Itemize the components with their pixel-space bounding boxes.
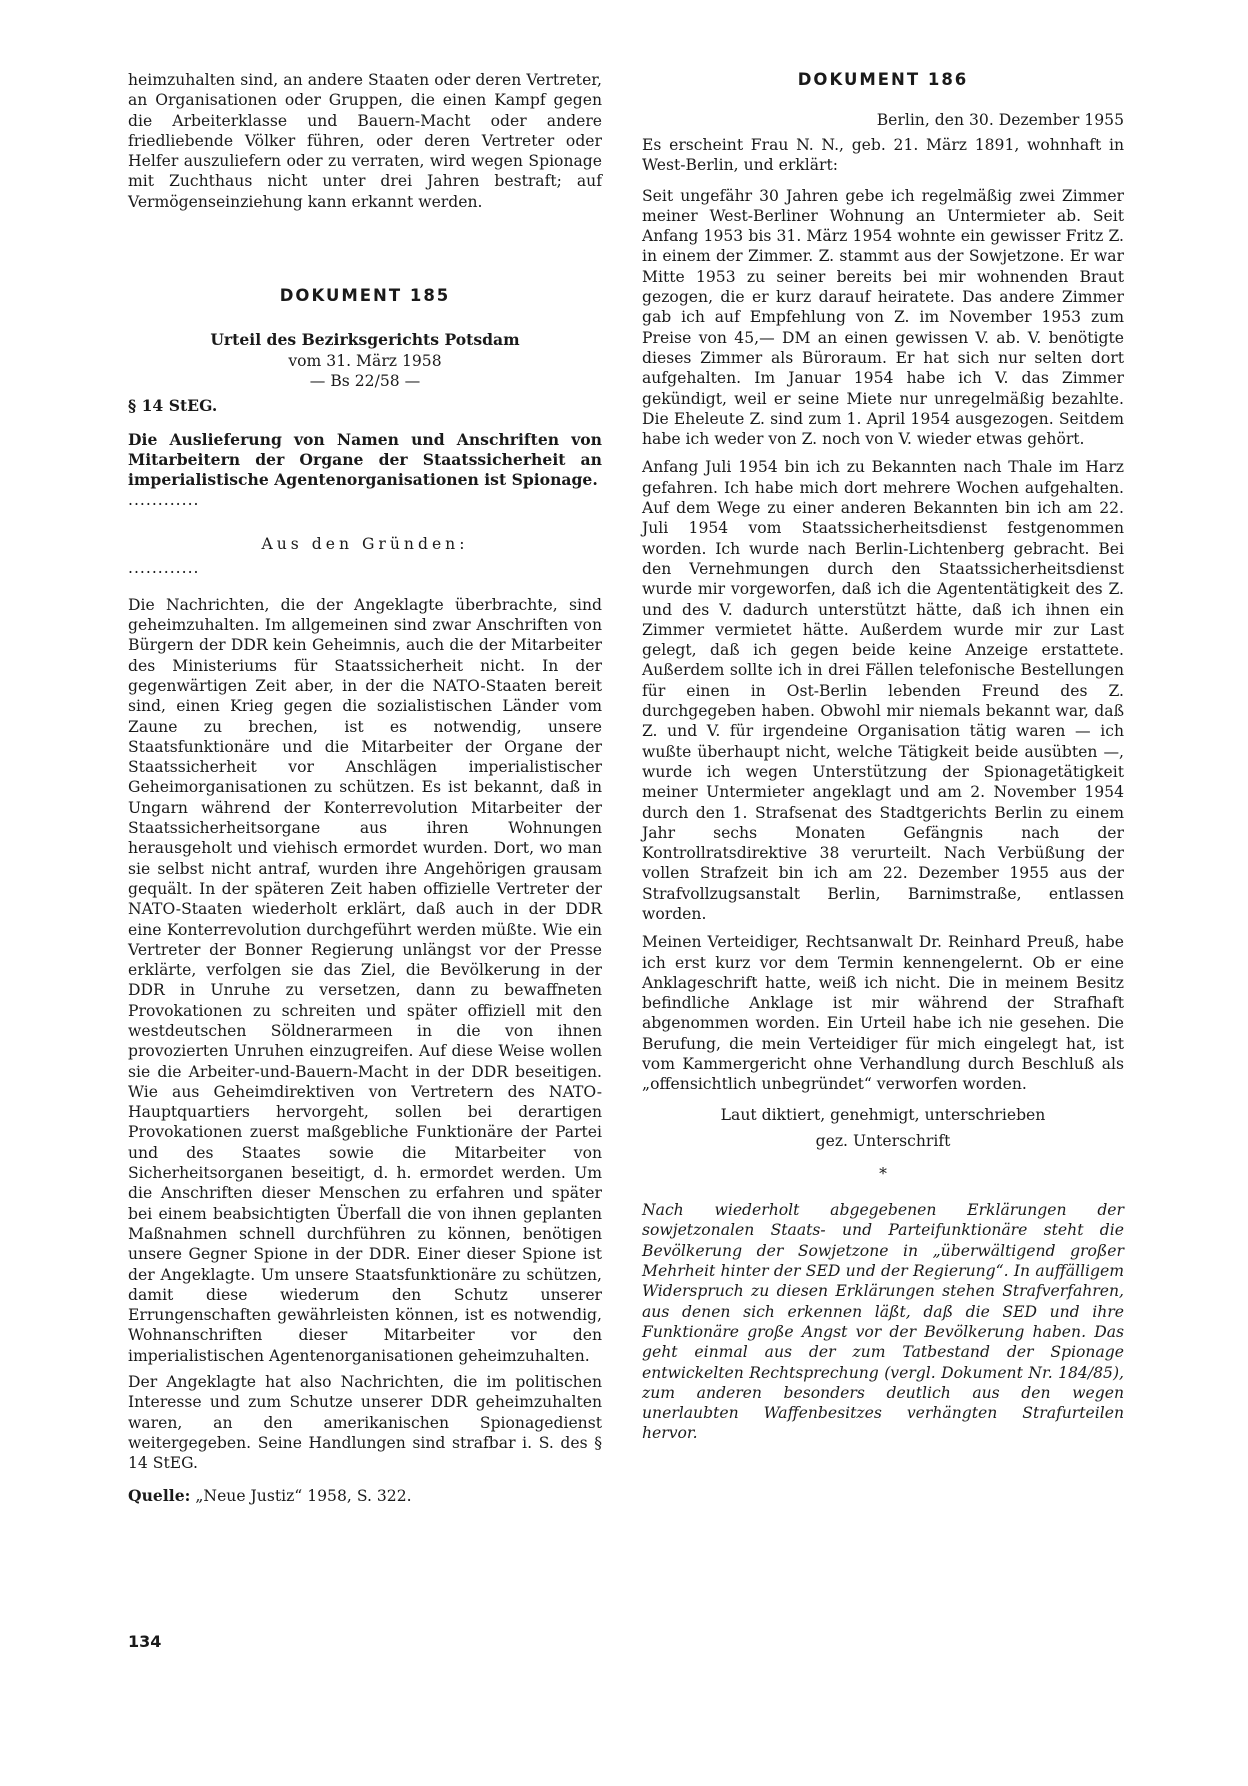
page-number: 134: [128, 1632, 162, 1651]
source-text: „Neue Justiz“ 1958, S. 322.: [195, 1486, 412, 1505]
reasons-paragraph-1: Die Nachrichten, die der Angeklagte überbrachte, sind geheimzuhalten. Im allgemeinen sind zwar Anschriften von Bürgern der DDR kein Geheimnis, auch die der Mitarbeiter des Ministeriums für Staatssicherheit nicht. In der gegenwärtigen Zeit aber, in der die NATO-Staaten bereit sind, einen Krieg gegen die sozialistischen Länder vom Zaune zu brechen, ist es notwendig, unsere Staatsfunktionäre und die Mitarbeiter der Organe der Staatssicherheit vor Anschlägen imperialistischer Geheimorganisationen zu schützen. Es ist bekannt, daß in Ungarn während der Konterrevolution Mitarbeiter der Staatssicherheitsorgane aus ihren Wohnungen herausgeholt und viehisch ermordet wurden. Dort, wo man sie selbst nicht antraf, wurden ihre Angehörigen grausam gequält. In der späteren Zeit haben offizielle Vertreter der NATO-Staaten wiederholt erklärt, daß auch in der DDR eine Konterrevolution durchgeführt werden müßte. Wie ein Vertreter der Bonner Regierung unlängst vor der Presse erklärte, verfolgen sie das Ziel, die Bevölkerung in der DDR in Unruhe zu versetzen, dann zu bewaffneten Provokationen zu schreiten und später offiziell mit den westdeutschen Söldnerarmeen in die von ihnen provozierten Unruhen einzugreifen. Auf diese Weise wollen sie die Arbeiter-und-Bauern-Macht in der DDR beseitigen. Wie aus Geheimdirektiven von Vertretern des NATO-Hauptquartiers hervorgeht, sollen bei derartigen Provokationen zuerst maßgebliche Funktionäre der Partei und des Staates sowie die Mitarbeiter von Sicherheitsorganen beseitigt, d. h. ermordet werden. Um die Anschriften dieser Menschen zu erfahren und später bei einem beabsichtigten Überfall die von ihnen geplanten Maßnahmen schnell durchführen zu können, benötigen unsere Gegner Spione in der DDR. Einer dieser Spione ist der Angeklagte. Um unsere Staatsfunktionäre zu schützen, damit diese wiederum den Schutz unserer Errungenschaften gewährleisten können, ist es notwendig, Wohnanschriften dieser Mitarbeiter vor den imperialistischen Agentenorganisationen geheimzuhalten.: [128, 595, 602, 1365]
place-date: Berlin, den 30. Dezember 1955: [876, 111, 1124, 129]
verdict-date: vom 31. März 1958: [288, 351, 442, 370]
editorial-commentary: Nach wiederholt abgegebenen Erklärungen der sowjetzonalen Staats- und Parteifunktionäre steht die Bevölkerung der Sowjetzone in „überwältigend großer Mehrheit hinter der SED und der Regierung“. In auffälligem Widerspruch zu diesen Erklärungen stehen Strafverfahren, aus denen sich erkennen läßt, daß die SED und ihre Funktionäre große Angst vor der Bevölkerung haben. Das geht einmal aus der zum Tatbestand der Spionage entwickelten Rechtsprechung (vergl. Dokument Nr. 184/85), zum anderen besonders deutlich aus den wegen unerlaubten Waffenbesitzes verhängten Strafurteilen hervor.: [642, 1201, 1124, 1443]
right-column: [642, 70, 1124, 1444]
document-186-heading: DOKUMENT 186: [797, 70, 969, 89]
document-185-heading: DOKUMENT 185: [279, 286, 451, 306]
omission-dots-2: ............: [128, 558, 200, 577]
statement-paragraph-3: Meinen Verteidiger, Rechtsanwalt Dr. Reinhard Preuß, habe ich erst kurz vor dem Termin kennengelernt. Ob er eine Anklageschrift hatte, weiß ich nicht. Die in meinem Besitz befindliche Anklage ist mir während der Strafhaft abgenommen worden. Ein Urteil habe ich nie gesehen. Die Berufung, die mein Verteidiger für mich eingelegt hat, ist vom Kammergericht ohne Verhandlung durch Beschluß als „offensichtlich unbegründet“ verworfen worden.: [642, 933, 1124, 1094]
statement-paragraph-1: Seit ungefähr 30 Jahren gebe ich regelmäßig zwei Zimmer meiner West-Berliner Wohnung an Untermieter ab. Seit Anfang 1953 bis 31. März 1954 wohnte ein gewisser Fritz Z. in einem der Zimmer. Z. stammt aus der Sowjetzone. Er war Mitte 1953 zu seiner bereits bei mir wohnenden Braut gezogen, die er kurz darauf heiratete. Das andere Zimmer gab ich auf Empfehlung von Z. im November 1953 zum Preise von 45,— DM an einen gewissen V. ab. V. benötigte dieses Zimmer als Büroraum. Er hat sich nur selten dort aufgehalten. Im Januar 1954 habe ich V. das Zimmer gekündigt, weil er seine Miete nur unregelmäßig bezahlte. Die Eheleute Z. sind zum 1. April 1954 ausgezogen. Seitdem habe ich weder von Z. noch von V. wieder etwas gehört.: [642, 186, 1124, 449]
intro-paragraph: heimzuhalten sind, an andere Staaten oder deren Vertreter, an Organisationen oder Gruppen, die einen Kampf gegen die Arbeiterklasse und Bauern-Macht oder andere friedliebende Völker führen, oder deren Vertreter oder Helfer auszuliefern oder zu verraten, wird wegen Spionage mit Zuchthaus nicht unter drei Jahren bestraft; auf Vermögenseinziehung kann erkannt werden.: [128, 71, 602, 211]
source-line: [128, 1486, 602, 1506]
omission-dots-1: ............: [128, 490, 200, 509]
case-number: — Bs 22/58 —: [309, 372, 421, 391]
signature-line: gez. Unterschrift: [815, 1132, 951, 1151]
headnote: Die Auslieferung von Namen und Anschriften von Mitarbeitern der Organe der Staatssicherheit an imperialistische Agentenorganisationen ist Spionage.: [128, 429, 602, 490]
separator-asterisk: *: [879, 1164, 887, 1183]
reasons-paragraph-2: Der Angeklagte hat also Nachrichten, die im politischen Interesse und zum Schutze unserer DDR geheimzuhalten waren, an den amerikanischen Spionagedienst weitergegeben. Seine Handlungen sind strafbar i. S. des § 14 StEG.: [128, 1373, 602, 1473]
reasons-heading: Aus den Gründen:: [261, 534, 469, 553]
legal-section: § 14 StEG.: [128, 395, 218, 415]
statement-paragraph-2: Anfang Juli 1954 bin ich zu Bekannten nach Thale im Harz gefahren. Ich habe mich dort mehrere Wochen aufgehalten. Auf dem Wege zu einer anderen Bekannten bin ich am 22. Juli 1954 vom Staatssicherheitsdienst festgenommen worden. Ich wurde nach Berlin-Lichtenberg gebracht. Bei den Vernehmungen durch den Staatssicherheitsdienst wurde mir vorgeworfen, daß ich die Agententätigkeit des Z. und des V. dadurch unterstützt hätte, daß ich ihnen ein Zimmer vermietet hätte. Außerdem wurde mir zur Last gelegt, daß ich gegen beide keine Anzeige erstattete. Außerdem sollte ich in drei Fällen telefonische Bestellungen für einen in Ost-Berlin lebenden Freund des Z. durchgegeben haben. Obwohl mir niemals bekannt war, daß Z. und V. für irgendeine Organisation tätig waren — ich wußte überhaupt nicht, welche Tätigkeit beide ausübten —, wurde ich wegen Unterstützung der Spionagetätigkeit meiner Untermieter angeklagt und am 2. November 1954 durch den 1. Strafsenat des Stadtgerichts Berlin zu einem Jahr sechs Monaten Gefängnis nach der Kontrollratsdirektive 38 verurteilt. Nach Verbüßung der vollen Strafzeit bin ich am 22. Dezember 1955 aus der Strafvollzugsanstalt Berlin, Barnimstraße, entlassen worden.: [642, 458, 1124, 923]
statement-intro: Es erscheint Frau N. N., geb. 21. März 1891, wohnhaft in West-Berlin, und erklärt:: [642, 136, 1124, 175]
source-label: Quelle:: [128, 1485, 191, 1505]
court-line: Urteil des Bezirksgerichts Potsdam: [210, 330, 520, 350]
closing-formula: Laut diktiert, genehmigt, unterschrieben: [720, 1105, 1046, 1124]
left-column: [128, 70, 602, 1506]
